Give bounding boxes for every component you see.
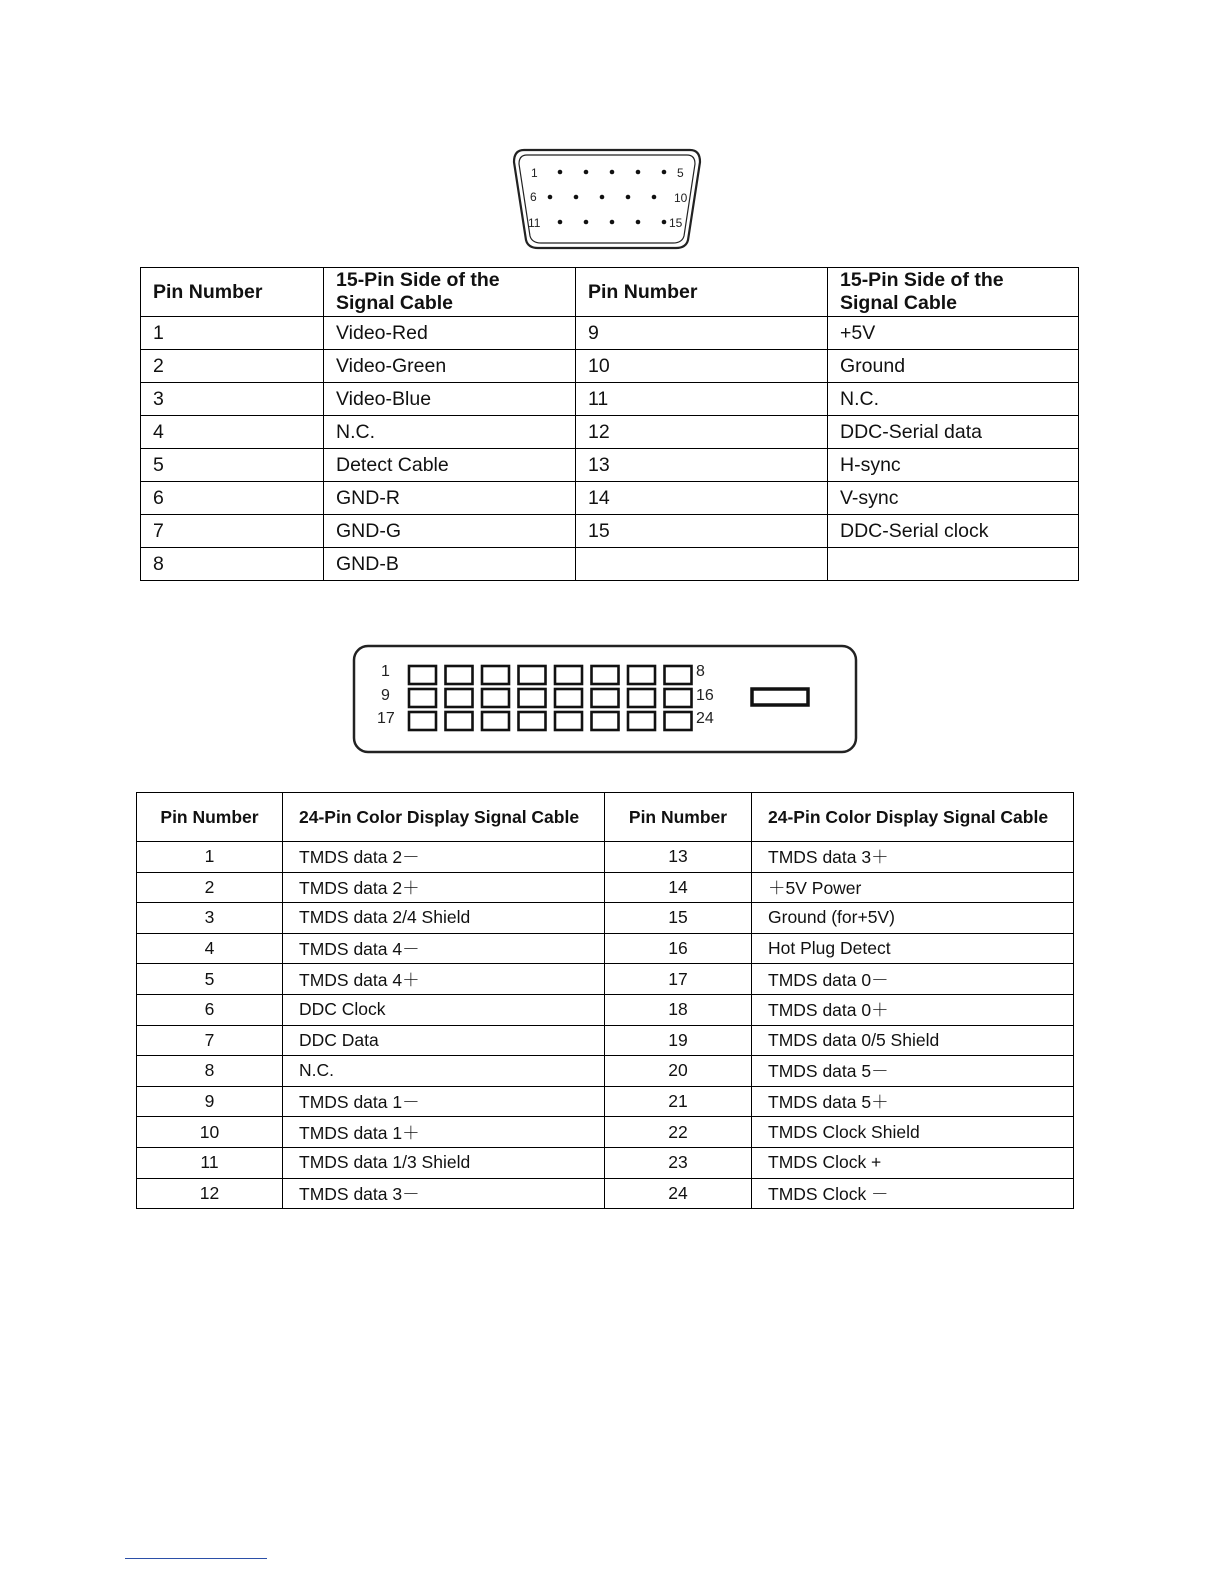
vga-connector-svg	[510, 146, 704, 252]
dvi-pin-19	[482, 712, 509, 730]
dvi-pin-14	[592, 689, 619, 707]
table-row	[141, 548, 1079, 581]
vga-pin-number-cell: 11	[576, 383, 828, 416]
table-row	[137, 1178, 1074, 1209]
vga-signal-cell: DDC-Serial data	[828, 416, 1079, 449]
table-row	[141, 449, 1079, 482]
vga-pin-number-cell: 4	[141, 416, 324, 449]
dvi-label-1: 1	[381, 663, 390, 680]
dvi-pin-number-cell: 3	[137, 903, 283, 934]
vga-header-signal-right: 15-Pin Side of the Signal Cable	[828, 268, 1079, 317]
dvi-signal-cell: DDC Data	[283, 1025, 605, 1056]
dvi-pin-12	[519, 689, 546, 707]
dvi-pin-21	[555, 712, 582, 730]
vga-pin-2	[584, 170, 589, 175]
dvi-pin-number-cell: 21	[605, 1086, 752, 1117]
table-row	[137, 1147, 1074, 1178]
dvi-pin-number-cell: 13	[605, 842, 752, 873]
dvi-signal-cell: Hot Plug Detect	[752, 933, 1074, 964]
vga-pin-number-cell	[576, 548, 828, 581]
vga-pin-8	[600, 195, 605, 200]
vga-pin-15	[662, 220, 667, 225]
vga-signal-cell: GND-G	[324, 515, 576, 548]
vga-signal-cell: Video-Blue	[324, 383, 576, 416]
table-row	[141, 383, 1079, 416]
vga-pin-number-cell: 12	[576, 416, 828, 449]
vga-pin-number-cell: 2	[141, 350, 324, 383]
table-row	[141, 515, 1079, 548]
dvi-pin-11	[482, 689, 509, 707]
dvi-pin-number-cell: 20	[605, 1056, 752, 1087]
vga-pin-number-cell: 15	[576, 515, 828, 548]
dvi-pin-15	[628, 689, 655, 707]
dvi-signal-cell: TMDS data 3＋	[752, 842, 1074, 873]
dvi-label-9: 9	[381, 687, 390, 704]
dvi-signal-cell: TMDS data 2＋	[283, 872, 605, 903]
vga-signal-cell: DDC-Serial clock	[828, 515, 1079, 548]
dvi-pin-23	[628, 712, 655, 730]
dvi-pin-22	[592, 712, 619, 730]
vga-pin-grid	[548, 170, 667, 225]
vga-pin-number-cell: 6	[141, 482, 324, 515]
dvi-pin-number-cell: 15	[605, 903, 752, 934]
vga-pin-4	[636, 170, 641, 175]
vga-connector-diagram	[510, 146, 704, 252]
dvi-header-pin-number-left: Pin Number	[137, 793, 283, 842]
vga-label-10: 10	[674, 191, 688, 205]
table-row	[137, 903, 1074, 934]
dvi-pin-table	[136, 792, 1074, 1209]
dvi-signal-cell: TMDS data 5＋	[752, 1086, 1074, 1117]
table-row	[137, 842, 1074, 873]
dvi-header-signal-right: 24-Pin Color Display Signal Cable	[752, 793, 1074, 842]
dvi-connector-diagram	[352, 644, 858, 756]
dvi-pin-8	[665, 666, 692, 684]
dvi-pin-number-cell: 18	[605, 994, 752, 1025]
dvi-pin-18	[446, 712, 473, 730]
dvi-pin-1	[409, 666, 436, 684]
vga-pin-number-cell: 7	[141, 515, 324, 548]
vga-pin-number-cell: 1	[141, 317, 324, 350]
dvi-pin-2	[446, 666, 473, 684]
dvi-signal-cell: TMDS data 2/4 Shield	[283, 903, 605, 934]
vga-signal-cell	[828, 548, 1079, 581]
vga-pin-3	[610, 170, 615, 175]
dvi-pin-number-cell: 7	[137, 1025, 283, 1056]
table-row	[141, 317, 1079, 350]
vga-signal-cell: GND-R	[324, 482, 576, 515]
vga-signal-cell: V-sync	[828, 482, 1079, 515]
dvi-signal-cell: TMDS data 0－	[752, 964, 1074, 995]
dvi-pin-17	[409, 712, 436, 730]
dvi-label-17: 17	[377, 710, 395, 727]
vga-pin-1	[558, 170, 563, 175]
table-header-row	[137, 793, 1074, 842]
vga-signal-cell: Video-Red	[324, 317, 576, 350]
vga-signal-cell: Video-Green	[324, 350, 576, 383]
vga-label-1: 1	[531, 166, 538, 180]
dvi-pin-number-cell: 8	[137, 1056, 283, 1087]
vga-pin-table	[140, 267, 1079, 581]
footnote-separator	[125, 1558, 267, 1559]
vga-signal-cell: Detect Cable	[324, 449, 576, 482]
vga-pin-number-cell: 10	[576, 350, 828, 383]
dvi-header-pin-number-right: Pin Number	[605, 793, 752, 842]
dvi-pin-number-cell: 11	[137, 1147, 283, 1178]
dvi-pin-3	[482, 666, 509, 684]
vga-header-pin-number-right: Pin Number	[576, 268, 828, 317]
dvi-signal-cell: TMDS data 0/5 Shield	[752, 1025, 1074, 1056]
table-row	[137, 1025, 1074, 1056]
vga-label-6: 6	[530, 190, 537, 204]
dvi-pin-13	[555, 689, 582, 707]
table-row	[137, 1086, 1074, 1117]
dvi-pin-20	[519, 712, 546, 730]
dvi-signal-cell: TMDS data 1＋	[283, 1117, 605, 1148]
vga-pin-5	[662, 170, 667, 175]
dvi-signal-cell: N.C.	[283, 1056, 605, 1087]
dvi-signal-cell: TMDS data 1－	[283, 1086, 605, 1117]
vga-pin-number-cell: 9	[576, 317, 828, 350]
dvi-signal-cell: DDC Clock	[283, 994, 605, 1025]
dvi-pin-16	[665, 689, 692, 707]
dvi-pin-number-cell: 6	[137, 994, 283, 1025]
dvi-pin-number-cell: 5	[137, 964, 283, 995]
table-header-row	[141, 268, 1079, 317]
vga-signal-cell: N.C.	[828, 383, 1079, 416]
vga-label-11: 11	[528, 216, 541, 230]
dvi-header-signal-left: 24-Pin Color Display Signal Cable	[283, 793, 605, 842]
dvi-signal-cell: TMDS data 4－	[283, 933, 605, 964]
dvi-pin-9	[409, 689, 436, 707]
dvi-outer-shell	[354, 646, 856, 752]
table-row	[137, 933, 1074, 964]
table-row	[137, 1056, 1074, 1087]
vga-pin-13	[610, 220, 615, 225]
dvi-connector-svg	[352, 644, 858, 756]
dvi-pin-grid	[409, 666, 692, 730]
vga-label-5: 5	[677, 166, 684, 180]
vga-pin-number-cell: 14	[576, 482, 828, 515]
vga-pin-7	[574, 195, 579, 200]
vga-pin-11	[558, 220, 563, 225]
dvi-pin-4	[519, 666, 546, 684]
dvi-signal-cell: TMDS Clock +	[752, 1147, 1074, 1178]
dvi-signal-cell: TMDS data 1/3 Shield	[283, 1147, 605, 1178]
vga-signal-cell: H-sync	[828, 449, 1079, 482]
dvi-pin-6	[592, 666, 619, 684]
vga-header-pin-number-left: Pin Number	[141, 268, 324, 317]
dvi-pin-number-cell: 10	[137, 1117, 283, 1148]
dvi-pin-number-cell: 19	[605, 1025, 752, 1056]
vga-table-body	[141, 317, 1079, 581]
vga-signal-cell: N.C.	[324, 416, 576, 449]
dvi-signal-cell: TMDS Clock Shield	[752, 1117, 1074, 1148]
dvi-pin-number-cell: 4	[137, 933, 283, 964]
dvi-pin-5	[555, 666, 582, 684]
vga-pin-12	[584, 220, 589, 225]
vga-pin-10	[652, 195, 657, 200]
vga-pin-number-cell: 3	[141, 383, 324, 416]
dvi-signal-cell: TMDS data 3－	[283, 1178, 605, 1209]
dvi-pin-7	[628, 666, 655, 684]
dvi-table-body	[137, 842, 1074, 1209]
dvi-pin-number-cell: 9	[137, 1086, 283, 1117]
dvi-pin-number-cell: 2	[137, 872, 283, 903]
dvi-pin-number-cell: 23	[605, 1147, 752, 1178]
table-row	[141, 350, 1079, 383]
dvi-flat-blade-pin	[752, 689, 808, 705]
dvi-label-8: 8	[696, 663, 705, 680]
dvi-signal-cell: ＋5V Power	[752, 872, 1074, 903]
vga-outer-shell	[514, 150, 700, 248]
dvi-label-24: 24	[696, 710, 714, 727]
vga-header-signal-left: 15-Pin Side of the Signal Cable	[324, 268, 576, 317]
table-row	[137, 872, 1074, 903]
dvi-pin-24	[665, 712, 692, 730]
vga-pin-6	[548, 195, 553, 200]
dvi-signal-cell: TMDS data 5－	[752, 1056, 1074, 1087]
vga-label-15: 15	[669, 216, 683, 230]
dvi-signal-cell: TMDS data 4＋	[283, 964, 605, 995]
vga-signal-cell: +5V	[828, 317, 1079, 350]
dvi-pin-number-cell: 12	[137, 1178, 283, 1209]
dvi-pin-10	[446, 689, 473, 707]
vga-pin-number-cell: 5	[141, 449, 324, 482]
dvi-pin-number-cell: 24	[605, 1178, 752, 1209]
table-row	[137, 1117, 1074, 1148]
table-row	[141, 416, 1079, 449]
dvi-signal-cell: TMDS data 2－	[283, 842, 605, 873]
vga-pin-14	[636, 220, 641, 225]
dvi-pin-number-cell: 17	[605, 964, 752, 995]
vga-signal-cell: GND-B	[324, 548, 576, 581]
dvi-signal-cell: Ground (for+5V)	[752, 903, 1074, 934]
dvi-signal-cell: TMDS data 0＋	[752, 994, 1074, 1025]
dvi-signal-cell: TMDS Clock －	[752, 1178, 1074, 1209]
table-row	[137, 964, 1074, 995]
dvi-pin-number-cell: 16	[605, 933, 752, 964]
vga-pin-9	[626, 195, 631, 200]
vga-pin-number-cell: 13	[576, 449, 828, 482]
dvi-pin-number-cell: 1	[137, 842, 283, 873]
vga-signal-cell: Ground	[828, 350, 1079, 383]
dvi-label-16: 16	[696, 687, 714, 704]
dvi-pin-number-cell: 14	[605, 872, 752, 903]
vga-pin-number-cell: 8	[141, 548, 324, 581]
table-row	[141, 482, 1079, 515]
dvi-pin-number-cell: 22	[605, 1117, 752, 1148]
table-row	[137, 994, 1074, 1025]
